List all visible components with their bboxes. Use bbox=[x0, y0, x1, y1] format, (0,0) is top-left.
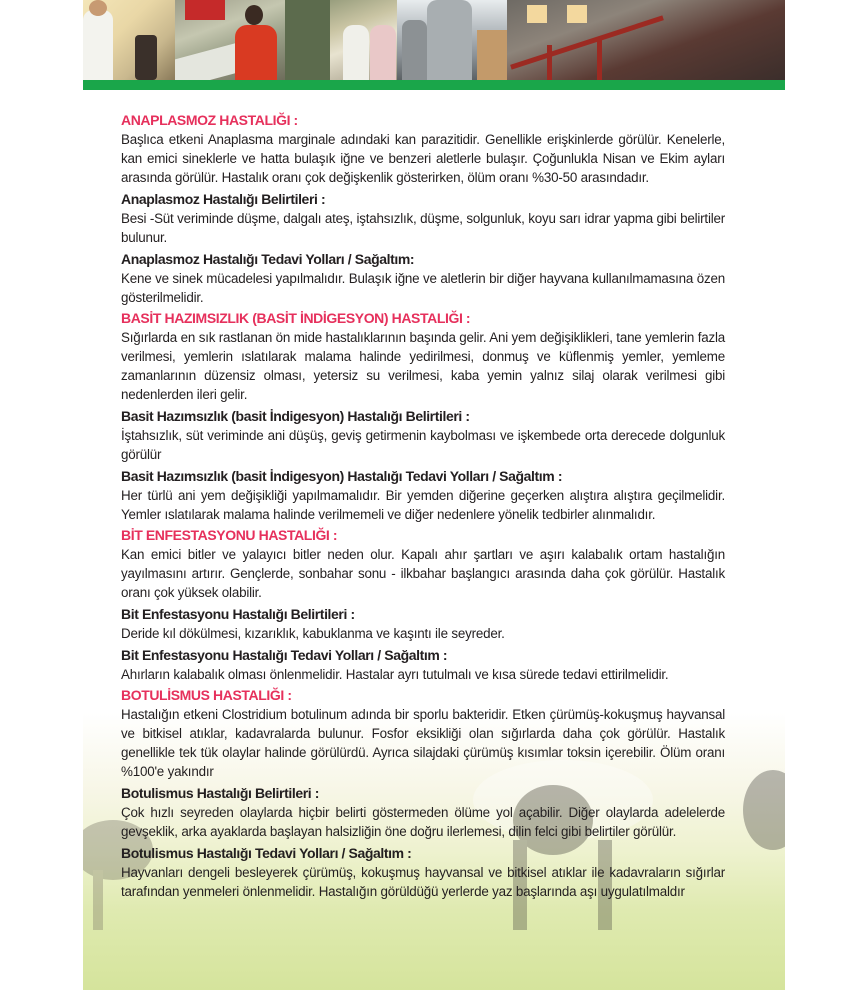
treatment-heading: Botulismus Hastalığı Tedavi Yolları / Sağaltım : bbox=[121, 845, 412, 861]
treatment-text: Kene ve sinek mücadelesi yapılmalıdır. Bulaşık iğne ve aletlerin bir diğer hayvana kullanılmamasına özen gösterilmelidir. bbox=[121, 271, 725, 305]
symptoms-heading: Bit Enfestasyonu Hastalığı Belirtileri : bbox=[121, 606, 355, 622]
symptoms-text: Çok hızlı seyreden olaylarda hiçbir belirti göstermeden ölüme yol açabilir. Diğer olaylarda adelelerde gevşeklik, arka ayaklarda başlayan halsizliğin öne doğru ilerlemesi, dilin felci gibi belirtiler görülür. bbox=[121, 805, 725, 839]
section-intro: Kan emici bitler ve yalayıcı bitler neden olur. Kapalı ahır şartları ve aşırı kalabalık ortam hastalığın yayılmasını artırır. Gençlerde, sonbahar sonu - ilkbahar başlangıcı arasında daha çok görülür. Hastalık oranı çok yüksek olabilir. bbox=[121, 547, 725, 600]
green-accent-bar bbox=[83, 80, 785, 90]
section-intro: Hastalığın etkeni Clostridium botulinum adında bir sporlu bakteridir. Etken çürümüş-kokuşmuş hayvansal ve bitkisel atıklar, kadavralarda bulunur. Fosfor eksikliği olan sığırlarda daha çok görülür. Hastalık genellikle tek tük olaylar halinde görülürdü. Ayrıca silajdaki çürümüş kısımlar toksin içerebilir. Ölüm oranı %100'e yakındır bbox=[121, 707, 725, 779]
section-botulismus bbox=[121, 686, 725, 901]
symptoms-heading: Botulismus Hastalığı Belirtileri : bbox=[121, 785, 319, 801]
section-title: BASİT HAZIMSIZLIK (BASİT İNDİGESYON) HASTALIĞI : bbox=[121, 310, 471, 326]
factory-machinery-photo bbox=[507, 0, 785, 80]
symptoms-text: Deride kıl dökülmesi, kızarıklık, kabuklanma ve kaşıntı ile seyreder. bbox=[121, 626, 505, 641]
treatment-text: Ahırların kalabalık olması önlenmelidir. Hastalar ayrı tutulmalı ve kısa sürede tedavi ettirilmelidir. bbox=[121, 667, 669, 682]
section-bit-enfestasyonu bbox=[121, 526, 725, 684]
article-content bbox=[121, 111, 725, 903]
header-photo-banner bbox=[83, 0, 785, 80]
lab-technician-photo bbox=[83, 0, 175, 80]
treatment-heading: Basit Hazımsızlık (basit İndigesyon) Hastalığı Tedavi Yolları / Sağaltım : bbox=[121, 468, 563, 484]
section-intro: Başlıca etkeni Anaplasma marginale adındaki kan parazitidir. Genellikle erişkinlerde görülür. Kenelerle, kan emici sineklerle ve hatta bulaşık iğne ve benzeri aletlerle bulaşır. Çoğunlukla Nisan ve Ekim ayları arasında görülür. Hastalık oranı çok değişkenlik gösterirken, ölüm oranı %30-50 arasındadır. bbox=[121, 132, 725, 185]
symptoms-heading: Anaplasmoz Hastalığı Belirtileri : bbox=[121, 191, 326, 207]
symptoms-heading: Basit Hazımsızlık (basit İndigesyon) Hastalığı Belirtileri : bbox=[121, 408, 470, 424]
section-title: ANAPLASMOZ HASTALIĞI : bbox=[121, 112, 298, 128]
section-title: BİT ENFESTASYONU HASTALIĞI : bbox=[121, 527, 338, 543]
workers-photo bbox=[285, 0, 397, 80]
symptoms-text: Besi -Süt veriminde düşme, dalgalı ateş, iştahsızlık, düşme, solgunluk, koyu sarı idrar yapma gibi belirtiler bulunur. bbox=[121, 211, 725, 245]
section-title: BOTULİSMUS HASTALIĞI : bbox=[121, 687, 292, 703]
section-intro: Sığırlarda en sık rastlanan ön mide hastalıklarının başında gelir. Ani yem değişiklikleri, tane yemlerin fazla verilmesi, yemlerin ıslatılarak malama halinde yedirilmesi, donmuş ve küflenmiş yemler, yemleme zamanlarının düzensiz olması, yetersiz su verilmesi, kaba yemin yalnız silaj olarak verilmesi gibi nedenlerden ileri gelir. bbox=[121, 330, 725, 402]
treatment-heading: Bit Enfestasyonu Hastalığı Tedavi Yolları / Sağaltım : bbox=[121, 647, 448, 663]
brochure-page bbox=[83, 0, 785, 990]
treatment-heading: Anaplasmoz Hastalığı Tedavi Yolları / Sağaltım: bbox=[121, 251, 415, 267]
control-panel-photo bbox=[175, 0, 285, 80]
symptoms-text: İştahsızlık, süt veriminde ani düşüş, geviş getirmenin kaybolması ve işkembede orta derecede dolgunluk görülür bbox=[121, 428, 725, 462]
treatment-text: Hayvanları dengeli besleyerek çürümüş, kokuşmuş hayvansal ve bitkisel atıklar ile kadavraların sığırlar tarafından yenmeleri önlenmelidir. Hastalığın görüldüğü yerlerde yaz başlarında aşı uygulatılmaldır bbox=[121, 865, 725, 899]
treatment-text: Her türlü ani yem değişikliği yapılmamalıdır. Bir yemden diğerine geçerken alıştıra alıştıra geçilmelidir. Yemler ıslatılarak malama halinde verilmemeli ve diğer nedenlere yönelik tedbirler alınmalıdır. bbox=[121, 488, 725, 522]
silos-photo bbox=[397, 0, 507, 80]
section-basit-hazimsizlik bbox=[121, 309, 725, 524]
section-anaplasmoz bbox=[121, 111, 725, 307]
